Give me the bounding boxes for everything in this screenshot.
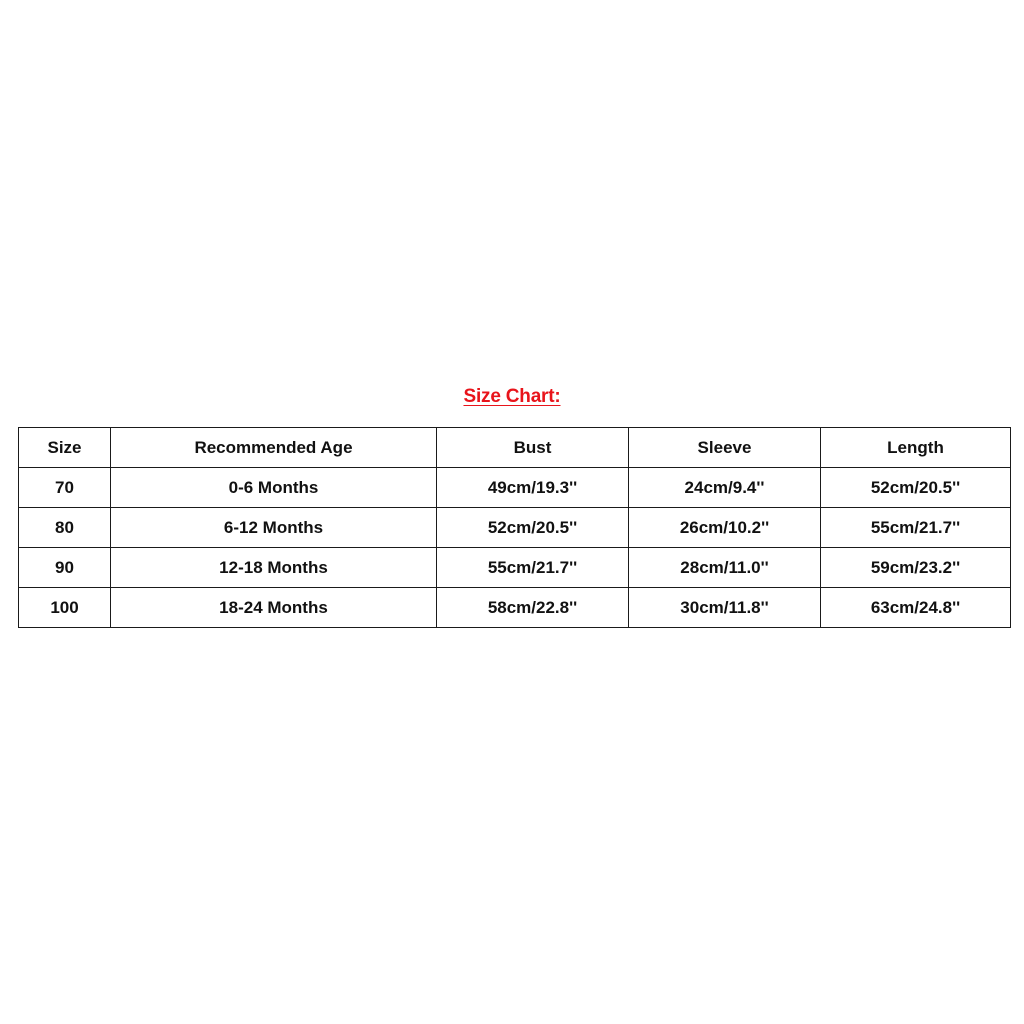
cell-length: 63cm/24.8'' xyxy=(821,588,1011,628)
cell-bust: 52cm/20.5'' xyxy=(437,508,629,548)
header-length: Length xyxy=(821,428,1011,468)
table-row xyxy=(19,548,1011,588)
cell-size: 80 xyxy=(19,508,111,548)
cell-recommended-age: 12-18 Months xyxy=(111,548,437,588)
header-sleeve: Sleeve xyxy=(629,428,821,468)
header-recommended-age: Recommended Age xyxy=(111,428,437,468)
cell-size: 100 xyxy=(19,588,111,628)
cell-recommended-age: 6-12 Months xyxy=(111,508,437,548)
cell-size: 90 xyxy=(19,548,111,588)
table-row xyxy=(19,508,1011,548)
table-header-row xyxy=(19,428,1011,468)
cell-recommended-age: 18-24 Months xyxy=(111,588,437,628)
cell-size: 70 xyxy=(19,468,111,508)
cell-length: 59cm/23.2'' xyxy=(821,548,1011,588)
cell-sleeve: 24cm/9.4'' xyxy=(629,468,821,508)
cell-bust: 49cm/19.3'' xyxy=(437,468,629,508)
cell-recommended-age: 0-6 Months xyxy=(111,468,437,508)
header-bust: Bust xyxy=(437,428,629,468)
cell-sleeve: 28cm/11.0'' xyxy=(629,548,821,588)
cell-bust: 55cm/21.7'' xyxy=(437,548,629,588)
cell-sleeve: 30cm/11.8'' xyxy=(629,588,821,628)
cell-length: 55cm/21.7'' xyxy=(821,508,1011,548)
table-row xyxy=(19,588,1011,628)
cell-sleeve: 26cm/10.2'' xyxy=(629,508,821,548)
table-row xyxy=(19,468,1011,508)
header-size: Size xyxy=(19,428,111,468)
cell-bust: 58cm/22.8'' xyxy=(437,588,629,628)
cell-length: 52cm/20.5'' xyxy=(821,468,1011,508)
size-chart-table xyxy=(18,427,1011,628)
size-chart-title: Size Chart: xyxy=(463,386,561,407)
